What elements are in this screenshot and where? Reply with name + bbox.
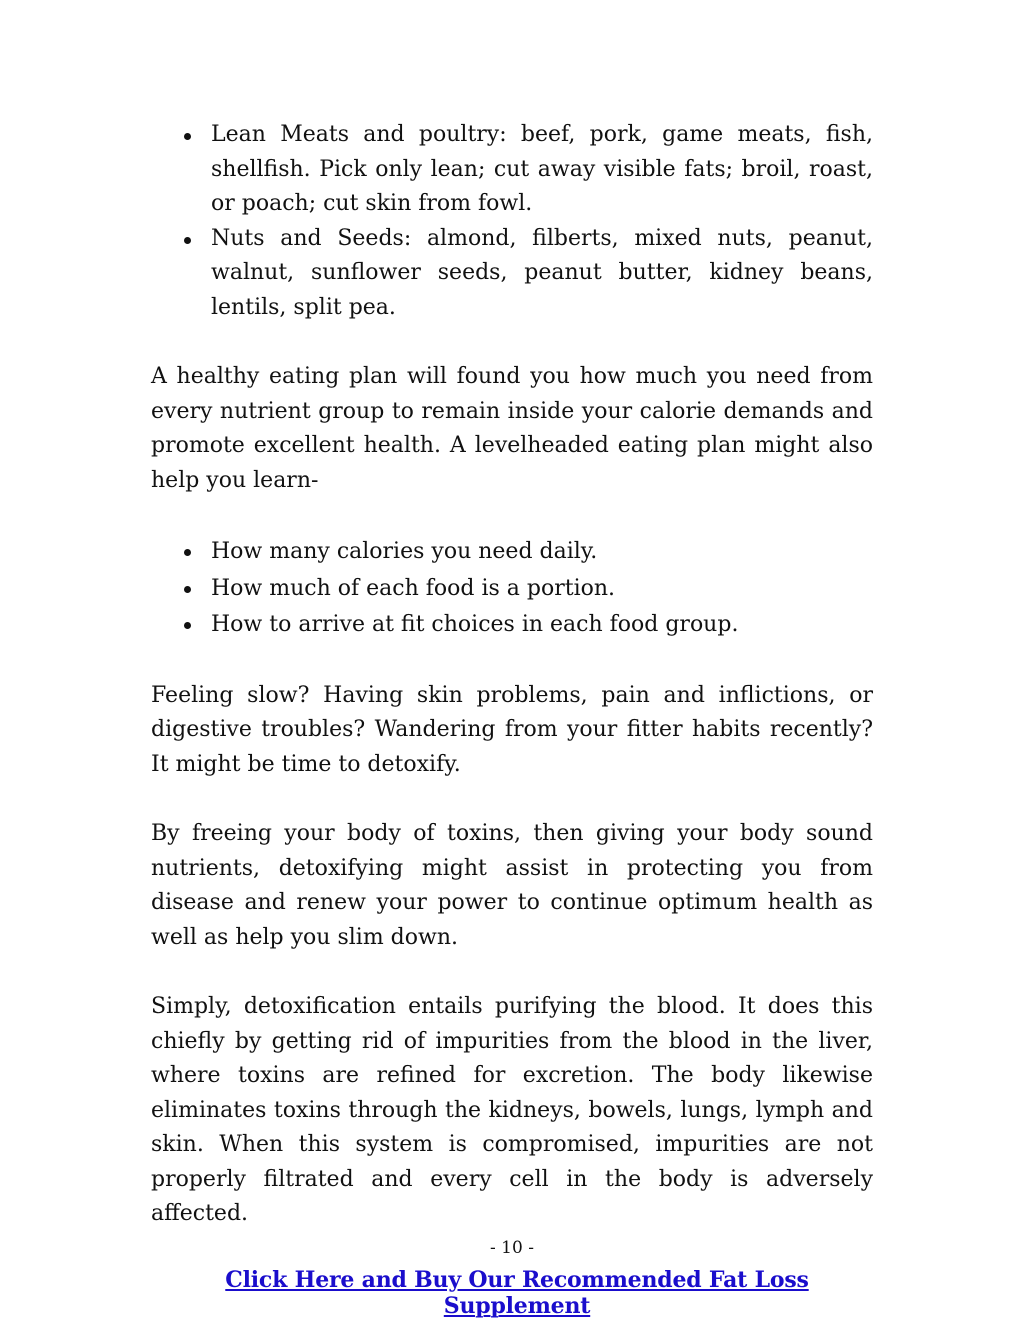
bullet-icon [184,586,191,593]
list-item [211,222,873,326]
list-item-text: Lean Meats and poultry: beef, pork, game meats, fish, shellfish. Pick only lean; cut away visible fats; broil, roast, or poach; cut skin from fowl. [211,122,873,216]
list-item-text: How to arrive at fit choices in each food group. [211,612,739,637]
document-page [151,118,873,1319]
bullet-icon [184,237,191,244]
paragraph-freeing-toxins: By freeing your body of toxins, then giving your body sound nutrients, detoxifying might assist in protecting you from disease and renew your power to continue optimum health as well as help you slim down. [151,821,873,950]
bullet-icon [184,549,191,556]
paragraph-feeling-slow: Feeling slow? Having skin problems, pain and inflictions, or digestive troubles? Wandering from your fitter habits recently? It might be time to detoxify. [151,682,873,777]
list-item-text: How much of each food is a portion. [211,575,616,601]
cta-container [151,1267,873,1319]
list-item [211,571,873,608]
list-item-text: How many calories you need daily. [211,539,598,564]
list-item [211,118,873,222]
bullet-icon [184,133,191,140]
food-group-list [151,118,873,325]
list-item [211,534,873,571]
paragraph-eating-plan: A healthy eating plan will found you how much you need from every nutrient group to remain inside your calorie demands and promote excellent health. A levelheaded eating plan might also help you learn- [151,364,873,493]
learning-list [151,534,873,644]
buy-supplement-link[interactable]: Click Here and Buy Our Recommended Fat Loss Supplement [225,1266,809,1319]
bullet-icon [184,622,191,629]
list-item-text: Nuts and Seeds: almond, filberts, mixed nuts, peanut, walnut, sunflower seeds, peanut butter, kidney beans, lentils, split pea. [211,225,873,320]
paragraph-detoxification: Simply, detoxification entails purifying the blood. It does this chiefly by getting rid of impurities from the blood in the liver, where toxins are refined for excretion. The body likewise eliminates toxins through the kidneys, bowels, lungs, lymph and skin. When this system is compromised, impurities are not properly filtrated and every cell in the body is adversely affected. [151,994,873,1226]
list-item [211,607,873,644]
page-number: - 10 - [490,1238,534,1258]
